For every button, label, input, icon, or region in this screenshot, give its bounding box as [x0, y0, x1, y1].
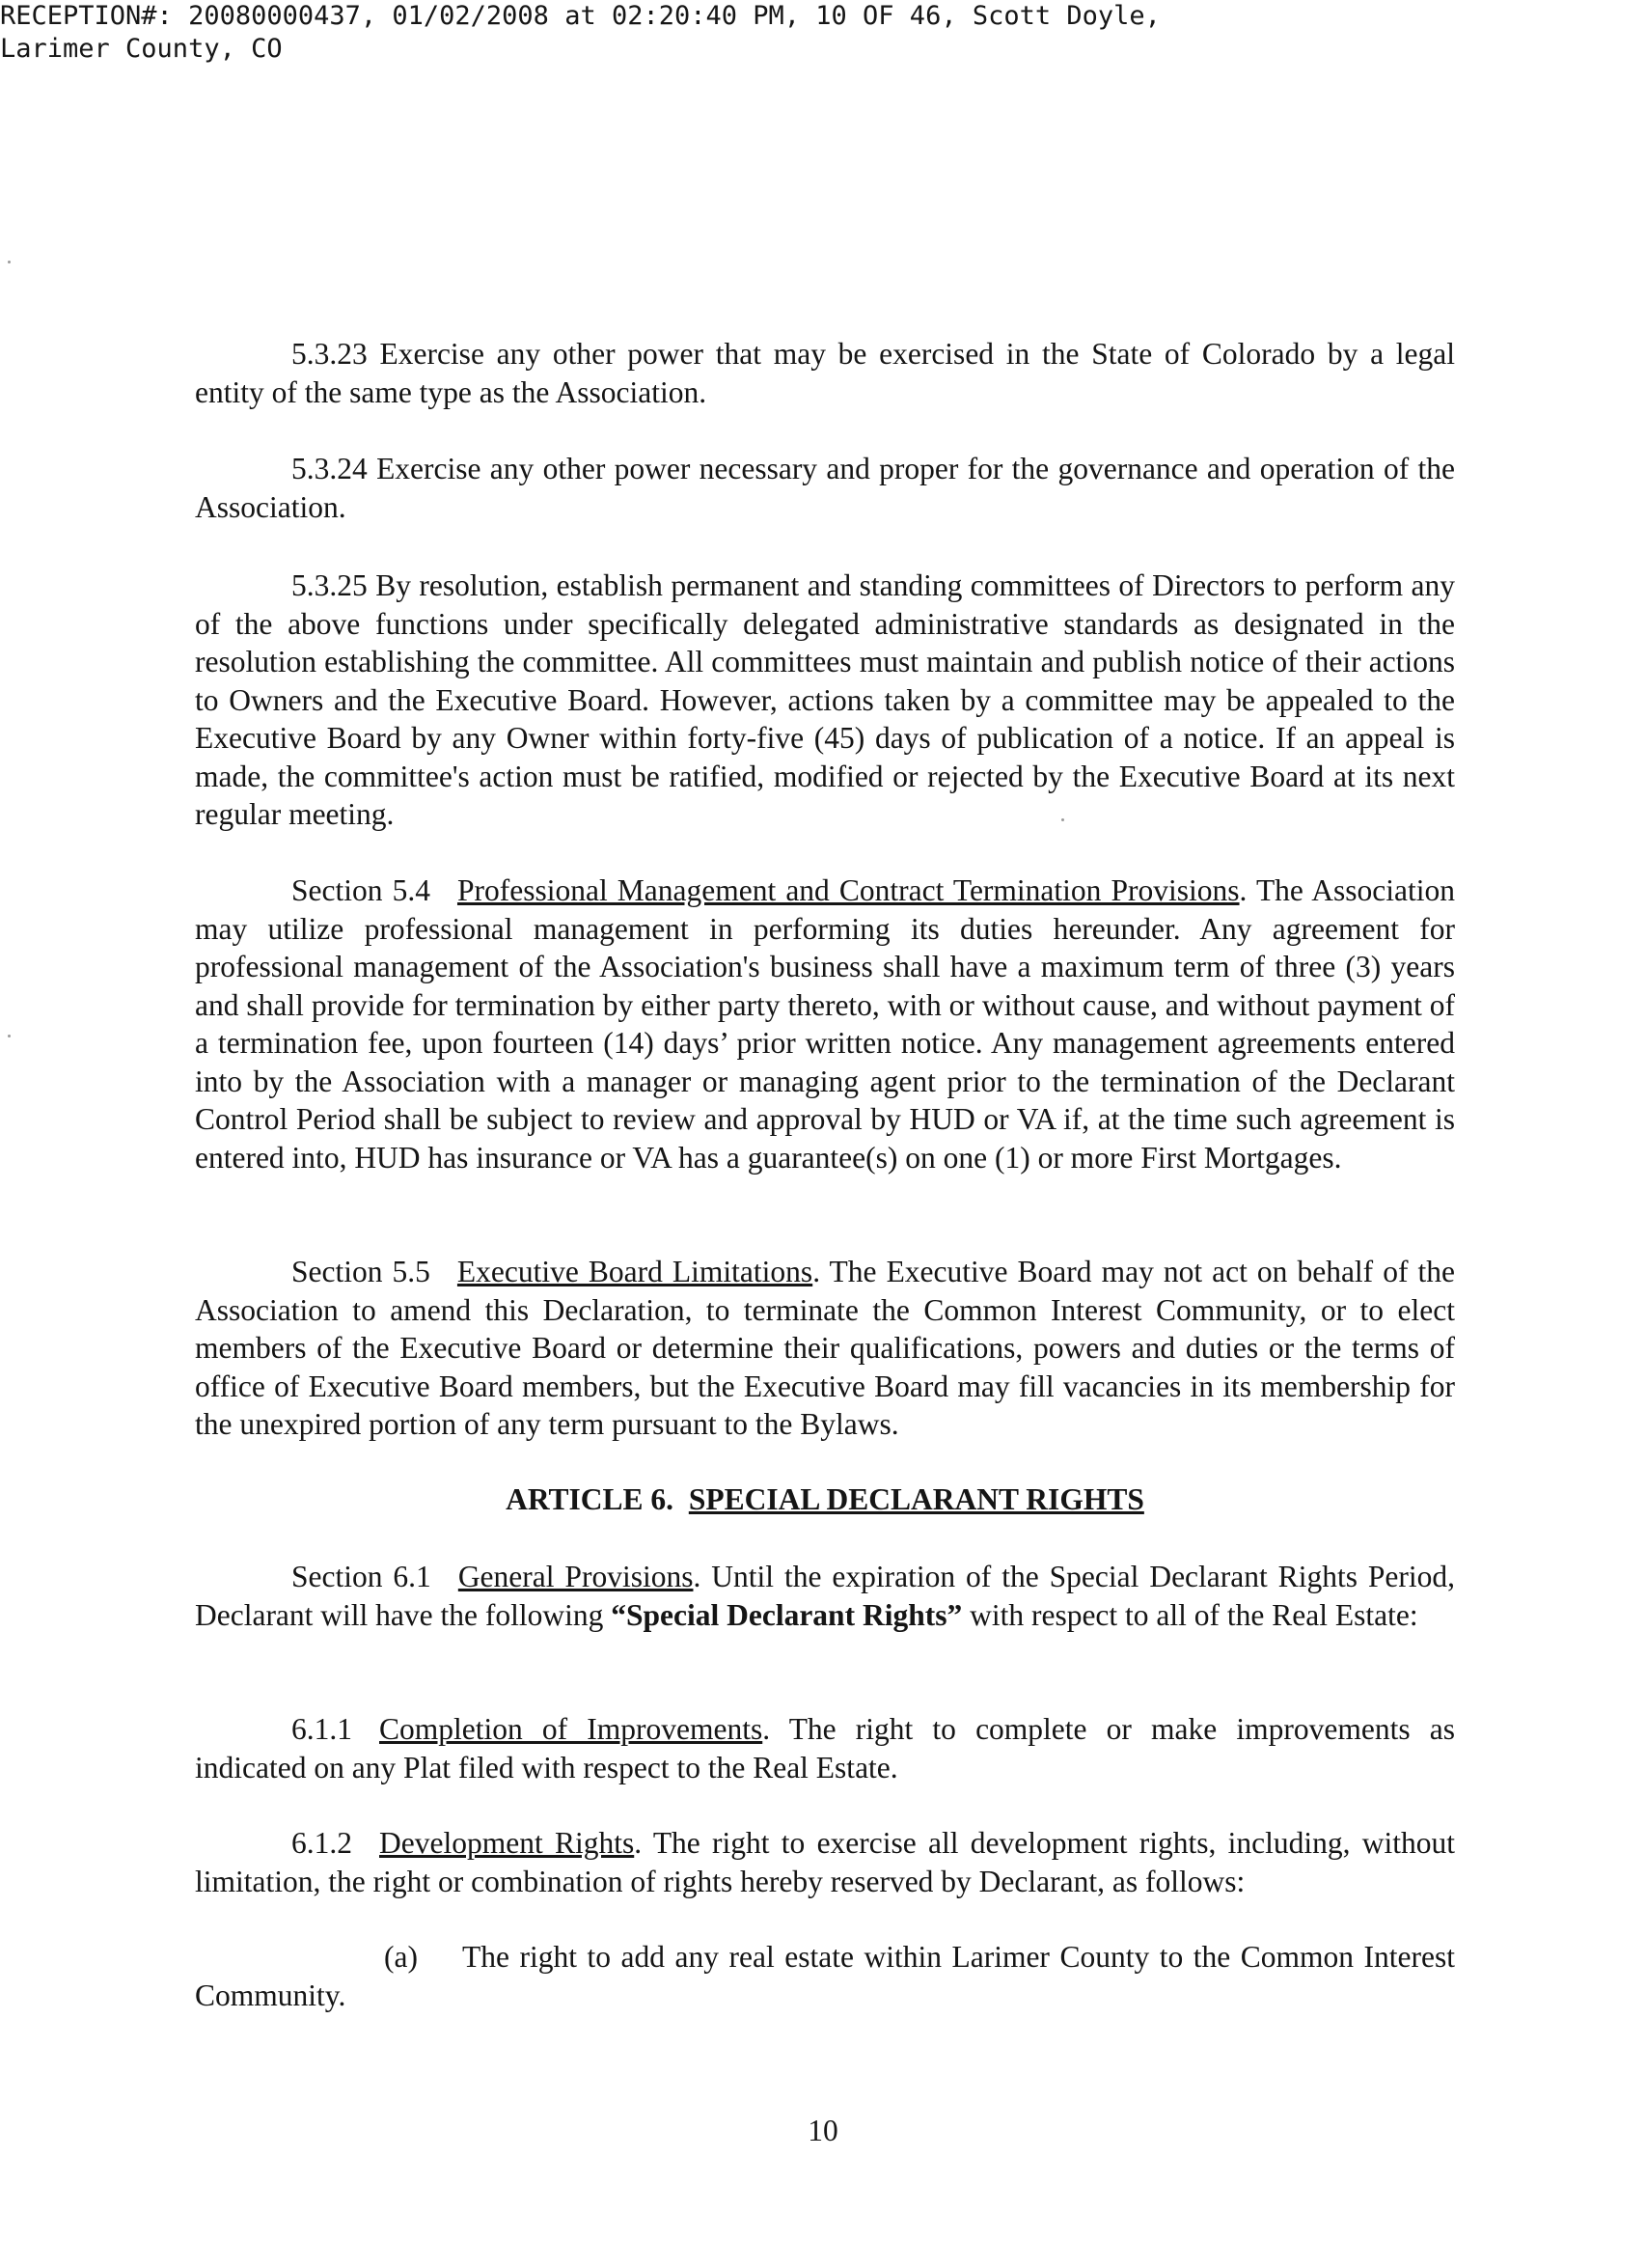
section-text: The Association may utilize professional management in performing its duties hereunder. Any agreement for professional management of the Association's business shall have a maximum term of three (3) years and shall provide for termination by either party thereto, with or without cause, and without payment of a termination fee, upon fourteen (14) days’ prior written notice. Any management agreements entered into by the Association with a manager or managing agent prior to the termination of the Declarant Control Period shall be subject to review and approval by HUD or VA if, at the time such agreement is entered into, HUD has insurance or VA has a guarantee(s) on one (1) or more First Mortgages. [195, 873, 1456, 1175]
article-title: SPECIAL DECLARANT RIGHTS [688, 1482, 1144, 1516]
paragraph-text: The right to exercise all development rights, including, without limitation, the right or combination of rights hereby reserved by Declarant, as follows: [195, 1826, 1455, 1898]
subparagraph-label: (a) [384, 1940, 418, 1974]
subparagraph-text: The right to add any real estate within Larimer County to the Common Interest Community. [195, 1940, 1455, 2012]
section-text: The Executive Board may not act on behalf of the Association to amend this Declaration, to terminate the Common Interest Community, or to elect members of the Executive Board or determine their qualifications, powers and duties or the terms of office of Executive Board members, but the Executive Board may fill vacancies in its membership for the unexpired portion of any term pursuant to the Bylaws. [195, 1255, 1455, 1441]
paragraph-title: Development Rights [379, 1826, 635, 1860]
subparagraph-a [195, 1938, 1455, 2014]
scan-speck [8, 261, 11, 263]
section-text-before: Until the expiration of the Special Declarant Rights Period, Declarant will have the following [195, 1560, 1456, 1632]
page-number: 10 [808, 2114, 838, 2147]
paragraph-5-3-23 [195, 335, 1455, 411]
article-6-heading [195, 1480, 1455, 1519]
section-label: Section 5.5 [291, 1255, 430, 1288]
paragraph-number: 5.3.23 [291, 337, 368, 371]
scan-speck [8, 1035, 11, 1037]
paragraph-5-3-25 [195, 567, 1455, 834]
section-6-1: Section 6.1 General Provisions. Until the expiration of the Special Declarant Rights Period, Declarant will have the following “Special Declarant Rights” with respect to all of the Real Estate: [195, 1560, 1456, 1632]
paragraph-number: 5.3.25 [291, 568, 368, 602]
paragraph-number: 5.3.24 [291, 452, 368, 485]
paragraph-text: By resolution, establish permanent and standing committees of Directors to perform any of the above functions under specifically delegated administrative standards as designated in the resolution establishing the committee. All committees must maintain and publish notice of their actions to Owners and the Executive Board. However, actions taken by a committee may be appealed to the Executive Board by any Owner within forty-five (45) days of publication of a notice. If an appeal is made, the committee's action must be ratified, modified or rejected by the Executive Board at its next regular meeting. [195, 568, 1456, 831]
section-label: Section 6.1 [291, 1560, 431, 1593]
defined-term: “Special Declarant Rights” [611, 1597, 963, 1632]
paragraph-6-1-2: 6.1.2 Development Rights. The right to exercise all development rights, including, without limitation, the right or combination of rights hereby reserved by Declarant, as follows: [195, 1826, 1455, 1898]
paragraph-title: Completion of Improvements [379, 1712, 763, 1746]
paragraph-text: Exercise any other power necessary and proper for the governance and operation of the Association. [195, 452, 1455, 524]
section-5-4: Section 5.4 Professional Management and Contract Termination Provisions. The Association may utilize professional management in performing its duties hereunder. Any agreement for professional management of the Association's business shall have a maximum term of three (3) years and shall provide for termination by either party thereto, with or without cause, and without payment of a termination fee, upon fourteen (14) days’ prior written notice. Any management agreements entered into by the Association with a manager or managing agent prior to the termination of the Declarant Control Period shall be subject to review and approval by HUD or VA if, at the time such agreement is entered into, HUD has insurance or VA has a guarantee(s) on one (1) or more First Mortgages. [195, 873, 1456, 1175]
paragraph-6-1-1: 6.1.1 Completion of Improvements. The right to complete or make improvements as indicated on any Plat filed with respect to the Real Estate. [195, 1712, 1455, 1784]
reception-line-2: Larimer County, CO [0, 34, 283, 64]
reception-stamp [0, 0, 1631, 66]
article-prefix: ARTICLE 6. [506, 1482, 674, 1516]
section-title: Executive Board Limitations [456, 1255, 813, 1288]
paragraph-number: 6.1.1 [291, 1712, 352, 1746]
reception-line-1: RECEPTION#: 20080000437, 01/02/2008 at 02:20:40 PM, 10 OF 46, Scott Doyle, [0, 1, 1161, 31]
section-text-after: with respect to all of the Real Estate: [970, 1597, 1418, 1632]
section-title: General Provisions [457, 1560, 694, 1593]
paragraph-text: The right to complete or make improvements as indicated on any Plat filed with respect to the Real Estate. [195, 1712, 1455, 1784]
paragraph-5-3-24 [195, 450, 1455, 526]
paragraph-text: Exercise any other power that may be exercised in the State of Colorado by a legal entity of the same type as the Association. [195, 337, 1456, 409]
section-title: Professional Management and Contract Termination Provisions [456, 873, 1240, 907]
section-label: Section 5.4 [291, 873, 430, 907]
paragraph-number: 6.1.2 [291, 1826, 352, 1860]
section-5-5: Section 5.5 Executive Board Limitations. The Executive Board may not act on behalf of the Association to amend this Declaration, to terminate the Common Interest Community, or to elect members of the Executive Board or determine their qualifications, powers and duties or the terms of office of Executive Board members, but the Executive Board may fill vacancies in its membership for the unexpired portion of any term pursuant to the Bylaws. [195, 1255, 1455, 1441]
